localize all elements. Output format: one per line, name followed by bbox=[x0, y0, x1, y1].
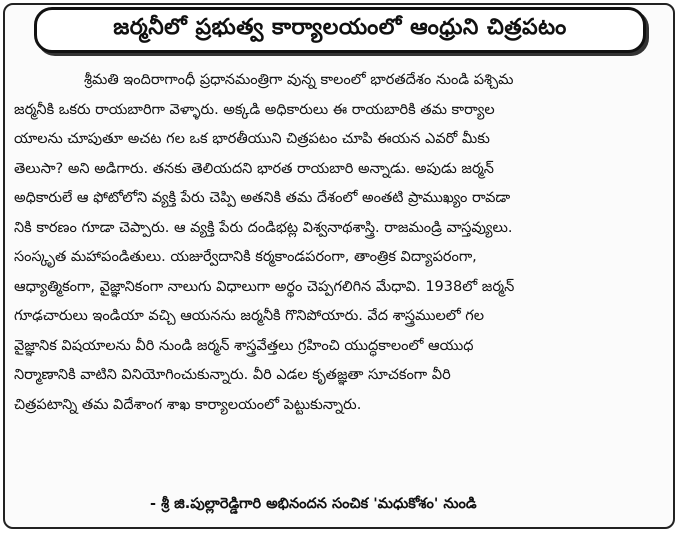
article-line: జర్మనీకి ఒకరు రాయబారిగా వెళ్ళారు. అక్కడి అధికారులు ఈ రాయబారికి తమ కార్యాల bbox=[14, 101, 495, 118]
title-banner bbox=[34, 7, 646, 53]
article-line: తెలుసా? అని అడిగారు. తనకు తెలియదని భారత రాయబారి అన్నాడు. అపుడు జర్మన్ bbox=[14, 160, 494, 177]
source-attribution: - శ్రీ జి.పుల్లారెడ్డిగారి అభినందన సంచిక 'మధుకోశం' నుండి bbox=[150, 496, 477, 512]
article-line: శ్రీమతి ఇందిరాగాంధీ ప్రధానమంత్రిగా వున్న కాలంలో భారతదేశం నుండి పశ్చిమ bbox=[84, 72, 514, 88]
article-body bbox=[14, 66, 664, 420]
article-line: నిర్మాణానికి వాటిని వినియోగించుకున్నారు. వీరి ఎడల కృతజ్ఞతా సూచకంగా వీరి bbox=[14, 367, 451, 383]
article-line: నికి కారణం గూడా చెప్పారు. ఆ వ్యక్తి పేరు దండిభట్ల విశ్వనాథశాస్త్రి. రాజమండ్రి వాస్తవ్యులు. bbox=[14, 219, 513, 236]
article-line: సంస్కృత మహాపండితులు. యజుర్వేదానికి కర్మకాండపరంగా, తాంత్రిక విద్యాపరంగా, bbox=[14, 249, 477, 265]
article-line: అధికారులే ఆ ఫోటోలోని వ్యక్తి పేరు చెప్పి అతనికి తమ దేశంలో అంతటి ప్రాముఖ్యం రావడా bbox=[14, 190, 511, 206]
article-title: జర్మనీలో ప్రభుత్వ కార్యాలయంలో ఆంధ్రుని చిత్రపటం bbox=[113, 15, 567, 40]
article-line: గూఢచారులు ఇండియా వచ్చి ఆయనను జర్మనీకి గొనిపోయారు. వేద శాస్త్రములలో గల bbox=[14, 308, 485, 324]
article-line: చిత్రపటాన్ని తమ విదేశాంగ శాఖ కార్యాలయంలో పెట్టుకున్నారు. bbox=[14, 396, 362, 413]
article-line: వైజ్ఞానిక విషయాలను వీరి నుండి జర్మన్ శాస్త్రవేత్తలు గ్రహించి యుద్ధకాలంలో ఆయుధ bbox=[14, 337, 474, 354]
article-line: యాలను చూపుతూ అచట గల ఒక భారతీయుని చిత్రపటం చూపి ఈయన ఎవరో మీకు bbox=[14, 131, 490, 147]
article-line: ఆధ్యాత్మికంగా, వైజ్ఞానికంగా నాలుగు విధాలుగా అర్థం చెప్పగలిగిన మేధావి. 1938లో జర్మన్ bbox=[14, 278, 515, 295]
